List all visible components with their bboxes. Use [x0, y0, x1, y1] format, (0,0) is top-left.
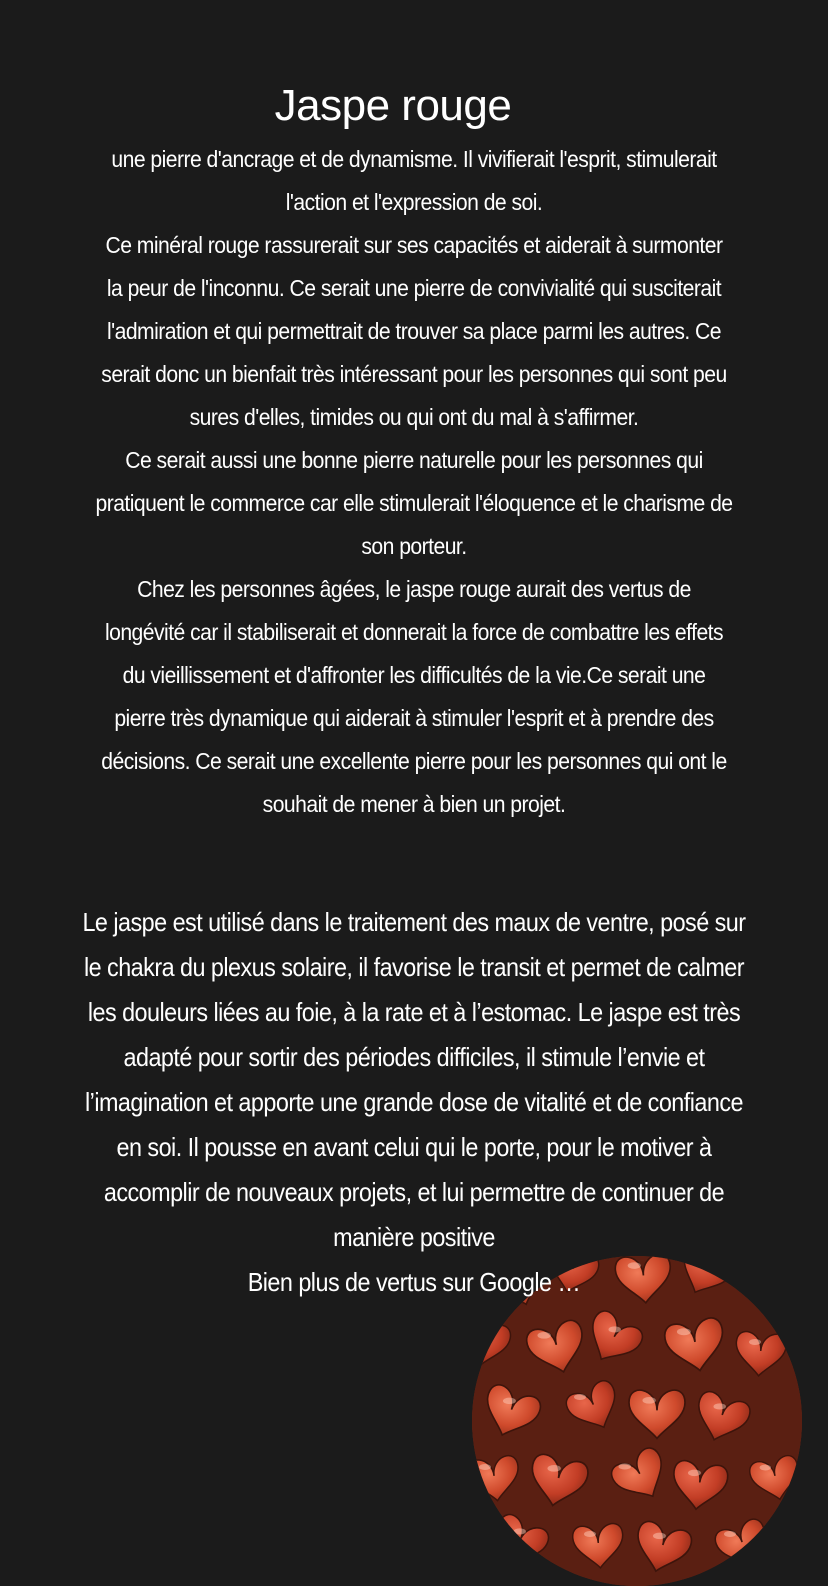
paragraph: Ce minéral rouge rassurerait sur ses capacités et aiderait à surmonter la peur de l'inconnu. Ce serait une pierre de convivialité qui susciterait l'admiration et qui permettrait de trouver sa place parmi les autres. Ce serait donc un bienfait très intéressant pour les personnes qui sont peu sures d'elles, timides ou qui ont du mal à s'affirmer.: [101, 232, 727, 430]
paragraph: une pierre d'ancrage et de dynamisme. Il vivifierait l'esprit, stimulerait l'action et l'expression de soi.: [111, 146, 717, 215]
stone-highlight: [503, 1398, 516, 1404]
stone-highlight: [513, 1528, 525, 1534]
stone-highlight: [677, 1328, 691, 1335]
paragraph: Ce serait aussi une bonne pierre naturelle pour les personnes qui pratiquent le commerce car elle stimulerait l'éloquence et le charisme de son porteur.: [95, 447, 733, 559]
stone-highlight: [653, 1533, 666, 1539]
benefits-block: [77, 900, 750, 1305]
stone-highlight: [479, 1464, 491, 1470]
stone-highlight: [642, 1397, 655, 1404]
paragraph: Le jaspe est utilisé dans le traitement des maux de ventre, posé sur le chakra du plexus solaire, il favorise le transit et permet de calmer les douleurs liées au foie, à la rate et à l’estomac. Le jaspe est très adapté pour sortir des périodes difficiles, il stimule l’envie et l’imagination et apporte une grande dose de vitalité et de confiance en soi. Il pousse en avant celui qui le porte, pour le motiver à accomplir de nouveaux projets, et lui permettre de continuer de manière positive: [82, 907, 746, 1252]
stone-highlight: [584, 1531, 596, 1537]
stone-highlight: [760, 1280, 771, 1286]
google-note: Bien plus de vertus sur Google …: [247, 1267, 581, 1297]
stone-highlight: [724, 1531, 736, 1537]
description-block: [95, 138, 732, 826]
red-jasper-stones-image: [472, 1256, 802, 1586]
stone-highlight: [574, 1394, 586, 1400]
stone-highlight: [537, 1332, 550, 1339]
stone-highlight: [547, 1465, 560, 1472]
stone-highlight: [608, 1326, 620, 1332]
paragraph: Chez les personnes âgées, le jaspe rouge aurait des vertus de longévité car il stabiliserait et donnerait la force de combattre les effets du vieillissement et d'affronter les difficultés de la vie.Ce serait une pierre très dynamique qui aiderait à stimuler l'esprit et à prendre des décisions. Ce serait une excellente pierre pour les personnes qui ont le souhait de mener à bien un projet.: [101, 576, 727, 817]
stone-highlight: [760, 1465, 772, 1471]
stone-hearts-illustration: [472, 1256, 802, 1586]
stone-highlight: [474, 1329, 486, 1335]
stone-highlight: [713, 1403, 725, 1409]
stone-highlight: [749, 1339, 761, 1345]
page-title: Jaspe rouge: [274, 81, 512, 130]
stone-highlight: [688, 1470, 701, 1476]
stone-highlight: [618, 1463, 630, 1469]
